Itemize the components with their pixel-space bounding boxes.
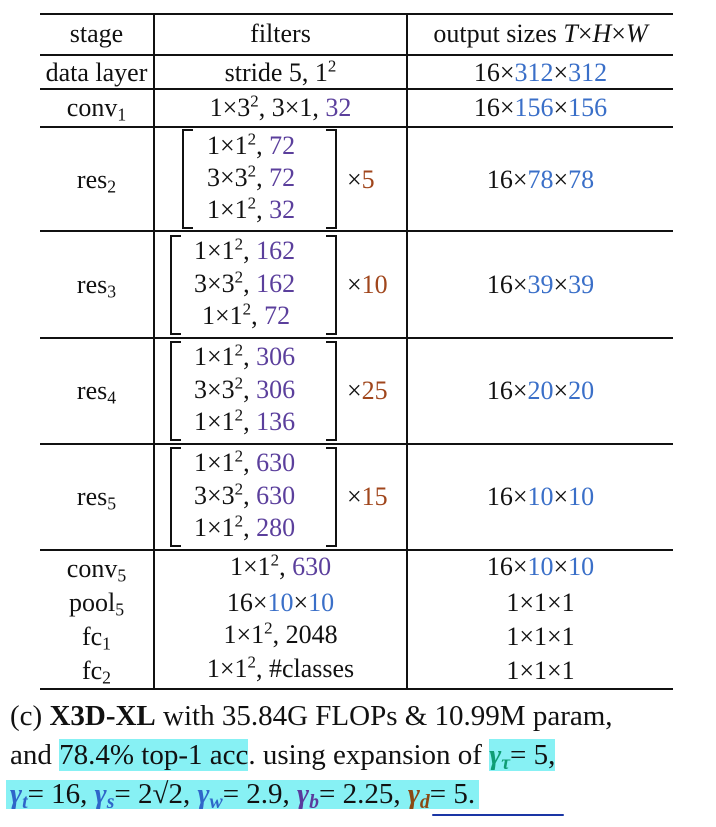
block-bracket-right xyxy=(326,235,337,335)
stage-res5: res$_5$ xyxy=(76,482,117,514)
gamma-tau-highlight: $\gamma_\tau= 5$, xyxy=(489,739,556,774)
res3-filter-line-2: $3\times 3^2$, 162 xyxy=(194,267,296,298)
res4-repeat-count: ×25 xyxy=(347,376,388,405)
row-rule xyxy=(40,549,673,551)
filter-pool5: 16×10×10 xyxy=(226,588,335,617)
row-rule xyxy=(40,126,673,128)
output-res4: 16×20×20 xyxy=(486,376,595,405)
stage-pool5: pool$_5$ xyxy=(68,588,125,620)
stage-res2: res$_2$ xyxy=(76,165,117,197)
block-bracket-left xyxy=(182,129,193,229)
res4-filter-line-2: $3\times 3^2$, 306 xyxy=(194,373,296,404)
gamma-b-underline xyxy=(432,814,564,816)
stage-fc2: $fc_2$ xyxy=(81,656,112,688)
res2-repeat-count: ×5 xyxy=(347,165,375,194)
accuracy-highlight: 78.4% top-1 acc xyxy=(59,739,249,771)
stage-conv5: conv$_5$ xyxy=(66,554,127,586)
stage-data-layer: data layer xyxy=(45,58,148,87)
header-filters: filters xyxy=(250,19,311,48)
res3-repeat-count: ×10 xyxy=(347,270,388,299)
res4-filter-line-3: $1\times 1^2$, 136 xyxy=(194,405,296,436)
stage-conv1: conv$_1$ xyxy=(66,93,127,125)
row-rule xyxy=(40,443,673,445)
caption-line-2: and 78.4% top-1 acc. using expansion of $\gamma_\tau= 5$, xyxy=(10,739,556,774)
output-fc2: 1×1×1 xyxy=(506,656,575,685)
caption-line-3: $\gamma_t= 16$, $\gamma_s= 2√2$, $\gamma_w= 2.9$, $\gamma_b= 2.25$, $\gamma_d= 5$. xyxy=(6,780,479,809)
stage-fc1: $fc_1$ xyxy=(81,622,112,654)
res5-filter-line-1: $1\times 1^2$, 630 xyxy=(194,446,296,477)
output-conv1: 16×156×156 xyxy=(473,93,608,122)
output-res2: 16×78×78 xyxy=(486,165,595,194)
block-bracket-left xyxy=(170,235,181,335)
res2-filter-line-1: $1\times 1^2$, 72 xyxy=(207,129,296,160)
filter-data-layer: stride 5, $1^2$ xyxy=(224,56,337,87)
table-bottom-rule xyxy=(40,688,673,690)
block-bracket-left xyxy=(170,447,181,547)
model-name: X3D-XL xyxy=(49,700,156,732)
output-data-layer: 16×312×312 xyxy=(473,58,608,87)
output-res5: 16×10×10 xyxy=(486,482,595,511)
output-fc1: 1×1×1 xyxy=(506,622,575,651)
output-pool5: 1×1×1 xyxy=(506,588,575,617)
filter-fc2: $1\times 1^2$, #classes xyxy=(206,652,355,683)
output-res3: 16×39×39 xyxy=(486,270,595,299)
row-rule xyxy=(40,337,673,339)
res5-filter-line-2: $3\times 3^2$, 630 xyxy=(194,479,296,510)
filter-conv1: $1\times 3^2$, 3×1, 32 xyxy=(209,91,352,122)
table-top-rule xyxy=(40,13,673,15)
block-bracket-right xyxy=(326,447,337,547)
res2-filter-line-3: $1\times 1^2$, 32 xyxy=(207,193,296,224)
block-bracket-left xyxy=(170,341,181,441)
row-rule xyxy=(40,88,673,90)
stage-res4: res$_4$ xyxy=(76,376,117,408)
res5-repeat-count: ×15 xyxy=(347,482,388,511)
res4-filter-line-1: $1\times 1^2$, 306 xyxy=(194,340,296,371)
res3-filter-line-1: $1\times 1^2$, 162 xyxy=(194,234,296,265)
block-bracket-right xyxy=(326,341,337,441)
row-rule xyxy=(40,230,673,232)
res5-filter-line-3: $1\times 1^2$, 280 xyxy=(194,511,296,542)
filter-conv5: $1\times 1^2$, 630 xyxy=(229,550,332,581)
output-conv5: 16×10×10 xyxy=(486,552,595,581)
stage-res3: res$_3$ xyxy=(76,270,117,302)
res2-filter-line-2: $3\times 3^2$, 72 xyxy=(207,161,296,192)
caption-line-1: (c) X3D-XL with 35.84G FLOPs & 10.99M param, xyxy=(10,700,613,732)
block-bracket-right xyxy=(326,129,337,229)
header-output-sizes: output sizes T×H×W xyxy=(433,19,648,48)
header-stage: stage xyxy=(69,19,124,48)
header-rule xyxy=(40,54,673,56)
filter-fc1: $1\times 1^2$, 2048 xyxy=(223,618,338,649)
res3-filter-line-3: $1\times 1^2$, 72 xyxy=(202,299,291,330)
